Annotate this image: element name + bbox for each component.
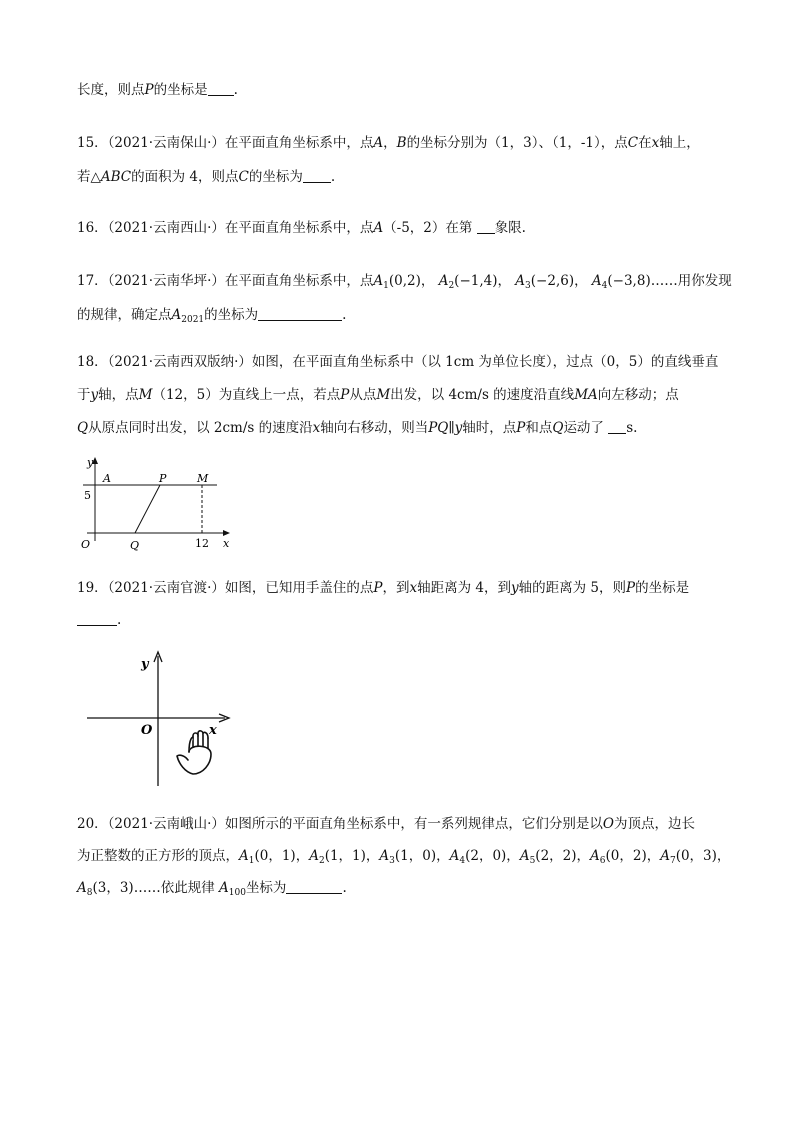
var-y: y xyxy=(454,420,463,436)
q19-figure xyxy=(85,648,235,792)
subscript: 7 xyxy=(669,856,676,866)
subscript: 2 xyxy=(448,281,455,291)
var-a: A xyxy=(449,848,460,864)
point-coords: (−1,4) xyxy=(454,273,498,289)
text: 从原点同时出发，以 2cm/s 的速度沿 xyxy=(88,420,313,436)
var-p: P xyxy=(626,580,636,596)
text: 轴时，点 xyxy=(462,420,517,436)
text: 的面积为 4，则点 xyxy=(131,169,239,185)
text: 如图，在平面直角坐标系中（以 1cm 为单位长度），过点（0，5）的直线垂直 xyxy=(251,354,719,370)
answer-blank[interactable] xyxy=(608,419,626,434)
q19-line-2 xyxy=(77,610,121,630)
var-a: A xyxy=(373,273,384,289)
point-coords: (1，0)， xyxy=(394,848,450,864)
text: ……用你发现 xyxy=(650,273,732,289)
question-source: （2021·云南保山·） xyxy=(107,135,225,151)
point-coords: (−2,6) xyxy=(530,273,575,289)
question-number: 17． xyxy=(77,273,108,289)
var-p: P xyxy=(340,387,350,403)
label-y: y xyxy=(141,657,149,672)
subscript: 100 xyxy=(228,888,246,898)
parallel-symbol: ∥ xyxy=(448,420,455,436)
text: 的坐标是 xyxy=(635,580,690,596)
var-o: O xyxy=(602,816,614,832)
label-p: P xyxy=(159,472,167,485)
q18-line-2 xyxy=(77,385,679,405)
var-a: A xyxy=(515,273,526,289)
text: 的坐标是 xyxy=(153,82,208,98)
text: 坐标为 xyxy=(245,880,287,896)
text: 为顶点，边长 xyxy=(613,816,695,832)
var-a: A xyxy=(171,307,182,323)
subscript: 4 xyxy=(459,856,466,866)
text: ， xyxy=(383,135,397,151)
point-coords: (0，1)， xyxy=(254,848,310,864)
text: 的坐标为 xyxy=(204,307,259,323)
subscript: 3 xyxy=(389,856,395,866)
var-c: C xyxy=(238,169,249,185)
var-a: A xyxy=(77,880,87,896)
question-number: 19． xyxy=(77,580,108,596)
var-m: M xyxy=(138,387,153,403)
subscript: 2 xyxy=(318,856,325,866)
text: 的坐标为 xyxy=(248,169,303,185)
question-number: 20． xyxy=(77,816,108,832)
subscript: 2021 xyxy=(181,315,205,325)
point-coords: (0，2)， xyxy=(605,848,661,864)
q18-figure xyxy=(75,455,245,559)
text: 轴向右移动，则当 xyxy=(320,420,429,436)
q14-tail xyxy=(77,80,238,100)
text: （-5，2）在第 xyxy=(383,220,473,236)
text: 象限. xyxy=(494,220,526,236)
text: 在平面直角坐标系中，点 xyxy=(224,273,374,289)
text: 轴距离为 4，到 xyxy=(417,580,511,596)
text: . xyxy=(233,82,238,98)
subscript: 4 xyxy=(601,281,608,291)
label-m: M xyxy=(197,472,209,485)
text: . xyxy=(342,307,347,323)
subscript: 5 xyxy=(529,856,536,866)
answer-blank[interactable] xyxy=(208,81,234,96)
text: 向左移动；点 xyxy=(597,387,679,403)
var-x: x xyxy=(409,580,418,596)
answer-blank[interactable] xyxy=(303,168,331,183)
text: 长度，则点 xyxy=(77,82,145,98)
point-coords: (0,2) xyxy=(388,273,421,289)
text: . xyxy=(330,169,336,185)
text: 和点 xyxy=(525,420,553,436)
q18-line-1 xyxy=(77,352,718,372)
var-b: B xyxy=(396,135,407,151)
var-p: P xyxy=(144,82,154,98)
var-q: Q xyxy=(552,420,564,436)
text: s. xyxy=(626,420,638,436)
var-y: y xyxy=(90,387,99,403)
q20-line-1 xyxy=(77,814,695,834)
subscript: 6 xyxy=(599,856,606,866)
label-x: x xyxy=(223,537,230,550)
point-coords: (3，3)……依此规律 xyxy=(92,880,215,896)
var-a: A xyxy=(660,848,670,864)
question-source: （2021·云南官渡·） xyxy=(107,580,225,596)
q18-coordinate-diagram xyxy=(75,455,245,555)
label-5: 5 xyxy=(84,489,91,502)
hand-icon xyxy=(177,731,211,774)
var-a: A xyxy=(590,848,600,864)
var-a: A xyxy=(309,848,319,864)
var-a: A xyxy=(373,135,384,151)
q16-line-1 xyxy=(77,218,526,238)
text: 为正整数的正方形的顶点， xyxy=(77,848,239,864)
text: 轴上， xyxy=(659,135,700,151)
text: ，到 xyxy=(382,580,410,596)
question-source: （2021·云南西山·） xyxy=(107,220,225,236)
q17-line-2 xyxy=(77,305,346,330)
var-m: M xyxy=(376,387,391,403)
var-a: A xyxy=(379,848,390,864)
answer-blank[interactable] xyxy=(477,219,495,234)
var-p: P xyxy=(516,420,526,436)
var-abc: ABC xyxy=(100,169,132,185)
var-x: x xyxy=(312,420,321,436)
text: 运动了 xyxy=(563,420,604,436)
text: 如图，已知用手盖住的点 xyxy=(224,580,374,596)
question-source: （2021·云南西双版纳·） xyxy=(107,354,252,370)
subscript: 3 xyxy=(525,281,531,291)
question-source: （2021·云南峨山·） xyxy=(107,816,225,832)
point-coords: (2，0)， xyxy=(465,848,520,864)
subscript: 1 xyxy=(248,856,255,866)
var-c: C xyxy=(627,135,639,151)
point-coords: (1，1)， xyxy=(324,848,380,864)
var-a: A xyxy=(591,273,602,289)
text: 于 xyxy=(77,387,91,403)
question-source: （2021·云南华坪·） xyxy=(107,273,225,289)
text: 在 xyxy=(638,135,652,151)
text: 从点 xyxy=(349,387,377,403)
var-a: A xyxy=(219,880,229,896)
q17-line-1: 17．（2021·云南华坪·）在平面直角坐标系中，点$A_1(0,2)$， $A_2(-1,4)$， $A_3(-2,6)$， $A_4(-3,8)\dots\dots$用你发现 xyxy=(77,273,732,291)
var-a: A xyxy=(373,220,384,236)
var-x: x xyxy=(651,135,660,151)
var-p: P xyxy=(373,580,383,596)
text: 出发，以 4cm/s 的速度沿直线 xyxy=(390,387,575,403)
label-x: x xyxy=(209,723,217,738)
text: 的规律，确定点 xyxy=(77,307,172,323)
label-y: y xyxy=(87,456,94,469)
label-a: A xyxy=(103,472,111,485)
point-coords: (−3,8) xyxy=(607,273,651,289)
question-number: 15． xyxy=(77,135,108,151)
answer-blank[interactable] xyxy=(258,306,342,321)
text: （12，5）为直线上一点，若点 xyxy=(152,387,341,403)
segment-pq xyxy=(135,485,160,533)
var-ma: MA xyxy=(574,387,598,403)
text: 在平面直角坐标系中，点 xyxy=(224,220,374,236)
var-a: A xyxy=(519,848,530,864)
q20-line-3 xyxy=(77,878,347,903)
text: . xyxy=(117,612,122,628)
var-q: Q xyxy=(77,420,89,436)
answer-blank[interactable] xyxy=(77,611,117,626)
text: 轴的距离为 5，则 xyxy=(518,580,627,596)
text: 如图所示的平面直角坐标系中，有一系列规律点，它们分别是以 xyxy=(224,816,603,832)
answer-blank[interactable] xyxy=(286,879,342,894)
q15-line-1 xyxy=(77,133,700,153)
q15-line-2 xyxy=(77,167,335,187)
subscript: 1 xyxy=(383,281,389,291)
x-axis-arrow xyxy=(223,530,230,536)
q19-coordinate-diagram xyxy=(85,648,235,788)
var-a: A xyxy=(239,848,249,864)
q20-line-2 xyxy=(77,846,730,871)
text: 轴，点 xyxy=(98,387,139,403)
var-y: y xyxy=(511,580,519,596)
point-coords: (0，3)， xyxy=(675,848,731,864)
q18-line-3 xyxy=(77,418,637,438)
text: 的坐标分别为（1，3）、（1，-1），点 xyxy=(406,135,628,151)
var-pq: PQ xyxy=(428,420,449,436)
subscript: 8 xyxy=(86,888,93,898)
q19-line-1 xyxy=(77,578,689,598)
question-number: 18． xyxy=(77,354,108,370)
label-o: O xyxy=(81,538,91,551)
question-number: 16． xyxy=(77,220,108,236)
label-q: Q xyxy=(130,539,140,552)
var-a: A xyxy=(438,273,449,289)
label-12: 12 xyxy=(195,537,209,550)
text: . xyxy=(342,880,347,896)
text: 若△ xyxy=(77,169,101,185)
point-coords: (2，2)， xyxy=(535,848,591,864)
text: 在平面直角坐标系中，点 xyxy=(224,135,374,151)
label-o: O xyxy=(141,723,153,738)
